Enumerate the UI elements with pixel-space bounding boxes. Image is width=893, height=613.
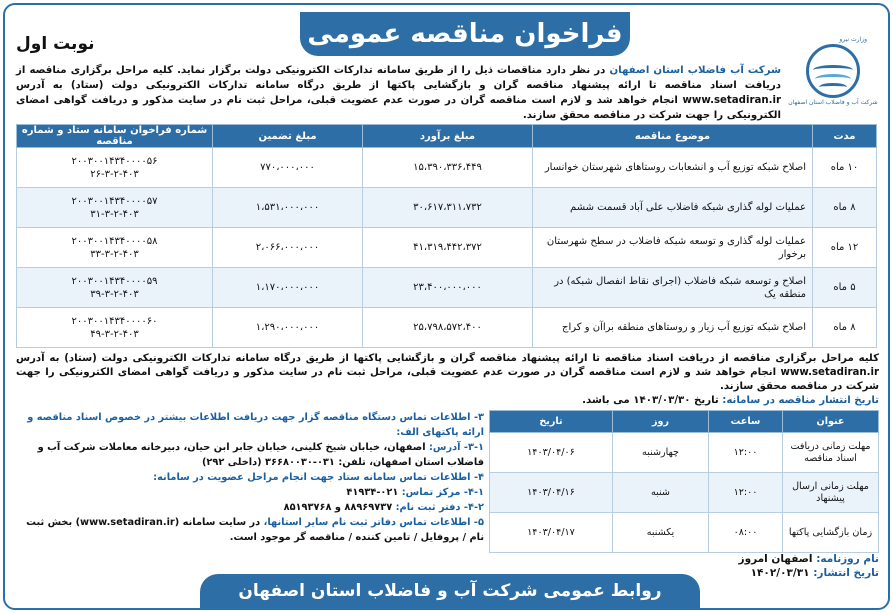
intro-text-1: در نظر دارد مناقصات ذیل را از طریق سامانه تدارکات الکترونیکی دولت برگزار نماید. کلیه مراحل برگزاری مناقصه از دریافت اسناد مناقصه تا ارائه پیشنهاد مناقصه گران و بازگشایی پاکتها از طریق درگاه سامانه تدارکات الکترونیکی دولت (ستاد) به آدرس bbox=[16, 65, 781, 91]
schedule-header-time: ساعت bbox=[709, 411, 783, 433]
schedule-time: ۱۲:۰۰ bbox=[709, 433, 783, 473]
registration-office-text: ۸۸۹۶۹۷۳۷ و ۸۵۱۹۳۷۶۸ bbox=[283, 502, 396, 513]
publish-date-tail: می باشد. bbox=[582, 395, 630, 406]
setad-number: ۲۰۰۳۰۰۱۴۳۴۰۰۰۰۵۸ bbox=[71, 235, 158, 247]
table-row bbox=[17, 268, 877, 308]
schedule-row bbox=[490, 433, 879, 473]
setad-number: ۲۰۰۳۰۰۱۴۳۴۰۰۰۰۶۰ bbox=[71, 315, 158, 327]
mid-url[interactable]: www.setadiran.ir bbox=[780, 367, 879, 378]
registration-office-label: ۴-۲- دفتر ثبت نام: bbox=[395, 502, 484, 513]
estimate-cell: ۳۰،۶۱۷،۳۱۱،۷۳۲ bbox=[363, 188, 533, 228]
schedule-day: چهارشنبه bbox=[613, 433, 709, 473]
duration-cell: ۸ ماه bbox=[813, 308, 877, 348]
number-cell bbox=[17, 268, 213, 308]
round-label: نوبت اول bbox=[16, 34, 95, 54]
tender-number: ۲۶-۳-۲-۴۰۳ bbox=[90, 168, 139, 180]
setad-number: ۲۰۰۳۰۰۱۴۳۴۰۰۰۰۵۶ bbox=[71, 155, 158, 167]
mid-text-1: کلیه مراحل برگزاری مناقصه از دریافت اسناد مناقصه تا ارائه پیشنهاد مناقصه گران و بازگشایی پاکتها از طریق درگاه سامانه تدارکات الکترونیکی دولت (ستاد) به آدرس bbox=[16, 353, 879, 364]
schedule-day: شنبه bbox=[613, 473, 709, 513]
estimate-cell: ۲۳،۴۰۰،۰۰۰،۰۰۰ bbox=[363, 268, 533, 308]
estimate-cell: ۱۵،۳۹۰،۳۳۶،۴۴۹ bbox=[363, 148, 533, 188]
schedule-day: یکشنبه bbox=[613, 513, 709, 553]
schedule-title: مهلت زمانی دریافت اسناد مناقصه bbox=[783, 433, 879, 473]
contacts-5 bbox=[16, 515, 484, 545]
header-number: شماره فراخوان سامانه ستاد و شماره مناقصه bbox=[17, 125, 213, 148]
header-estimate: مبلغ برآورد bbox=[363, 125, 533, 148]
subject-cell: اصلاح شبکه توزیع آب و انشعابات روستاهای شهرستان خوانسار bbox=[533, 148, 813, 188]
publish-value: ۱۴۰۲/۰۳/۳۱ bbox=[750, 567, 814, 579]
schedule-title: مهلت زمانی ارسال پیشنهاد bbox=[783, 473, 879, 513]
contacts-4-2 bbox=[16, 500, 484, 515]
subject-cell: عملیات لوله گذاری شبکه فاضلاب علی آباد قسمت ششم bbox=[533, 188, 813, 228]
header-guarantee: مبلغ تضمین bbox=[213, 125, 363, 148]
estimate-cell: ۲۵،۷۹۸،۵۷۲،۴۰۰ bbox=[363, 308, 533, 348]
estimate-cell: ۴۱،۳۱۹،۴۴۲،۳۷۲ bbox=[363, 228, 533, 268]
tender-number: ۳۱-۳-۲-۴۰۳ bbox=[90, 208, 139, 220]
guarantee-cell: ۲،۰۶۶،۰۰۰،۰۰۰ bbox=[213, 228, 363, 268]
guarantee-cell: ۱،۲۹۰،۰۰۰،۰۰۰ bbox=[213, 308, 363, 348]
guarantee-cell: ۷۷۰،۰۰۰،۰۰۰ bbox=[213, 148, 363, 188]
number-cell bbox=[17, 188, 213, 228]
table-row bbox=[17, 308, 877, 348]
tender-number: ۳۳-۳-۲-۴۰۳ bbox=[90, 248, 139, 260]
subject-cell: اصلاح و توسعه شبکه فاضلاب (اجرای نقاط انفصال شبکه) در منطقه یک bbox=[533, 268, 813, 308]
logo-top-text: وزارت نیرو bbox=[839, 36, 867, 43]
contacts-section bbox=[16, 410, 484, 545]
address-text: اصفهان، خیابان شیخ کلینی، خیابان جابر ابن حیان، دبیرخانه معاملات شرکت آب و فاضلاب استان اصفهان، تلفن: ۰۳۱-۳۶۶۸۰۰۳۰ (داخلی ۲۹۲) bbox=[37, 442, 484, 468]
schedule-header-day: روز bbox=[613, 411, 709, 433]
setad-number: ۲۰۰۳۰۰۱۴۳۴۰۰۰۰۵۷ bbox=[71, 195, 158, 207]
schedule-time: ۱۲:۰۰ bbox=[709, 473, 783, 513]
page-title: فراخوان مناقصه عمومی bbox=[300, 12, 630, 56]
newspaper-line bbox=[739, 552, 879, 566]
company-logo bbox=[787, 36, 879, 108]
contacts-3-heading: ۳- اطلاعات تماس دستگاه مناقصه گزار جهت دریافت اطلاعات بیشتر در خصوص اسناد مناقصه و ارائه پاکتهای الف: bbox=[27, 412, 484, 438]
tender-number: ۴۹-۳-۲-۴۰۳ bbox=[90, 328, 139, 340]
provinces-label: ۵- اطلاعات تماس دفاتر ثبت نام سایر استانها، bbox=[263, 517, 484, 528]
schedule-title: زمان بازگشایی پاکتها bbox=[783, 513, 879, 553]
duration-cell: ۵ ماه bbox=[813, 268, 877, 308]
header-subject: موضوع مناقصه bbox=[533, 125, 813, 148]
subject-cell: اصلاح شبکه توزیع آب زیار و روستاهای منطقه براآن و کراج bbox=[533, 308, 813, 348]
schedule-time: ۰۸:۰۰ bbox=[709, 513, 783, 553]
duration-cell: ۱۲ ماه bbox=[813, 228, 877, 268]
publish-date-line bbox=[16, 394, 879, 408]
schedule-date: ۱۴۰۳/۰۴/۱۶ bbox=[490, 473, 613, 513]
schedule-date: ۱۴۰۳/۰۴/۱۷ bbox=[490, 513, 613, 553]
company-name: شرکت آب فاضلاب استان اصفهان bbox=[609, 65, 781, 76]
publish-line bbox=[739, 566, 879, 580]
guarantee-cell: ۱،۱۷۰،۰۰۰،۰۰۰ bbox=[213, 268, 363, 308]
schedule-row bbox=[490, 473, 879, 513]
tender-number: ۳۹-۳-۲-۴۰۳ bbox=[90, 288, 139, 300]
header-duration: مدت bbox=[813, 125, 877, 148]
schedule-header-date: تاریخ bbox=[490, 411, 613, 433]
setad-number: ۲۰۰۳۰۰۱۴۳۴۰۰۰۰۵۹ bbox=[71, 275, 158, 287]
subject-cell: عملیات لوله گذاری و توسعه شبکه فاضلاب در سطح شهرستان برخوار bbox=[533, 228, 813, 268]
newspaper-value: اصفهان امروز bbox=[738, 553, 817, 565]
provinces-text: در سایت سامانه (www.setadiran.ir) بخش ثبت نام / پروفایل / تامین کننده / مناقصه گر موجود است. bbox=[26, 517, 484, 543]
table-header-row bbox=[17, 125, 877, 148]
intro-url[interactable]: www.setadiran.ir bbox=[682, 95, 781, 106]
procedure-paragraph bbox=[16, 352, 879, 408]
publish-date-label: تاریخ انتشار مناقصه در سامانه: bbox=[722, 395, 879, 406]
newspaper-label: نام روزنامه: bbox=[816, 553, 879, 565]
table-row bbox=[17, 188, 877, 228]
schedule-header-title: عنوان bbox=[783, 411, 879, 433]
schedule-row bbox=[490, 513, 879, 553]
logo-caption: شرکت آب و فاضلاب استان اصفهان bbox=[788, 99, 878, 106]
publish-date-value: تاریخ ۱۴۰۳/۰۳/۳۰ bbox=[629, 395, 723, 406]
call-center-text: ۰۲۱-۴۱۹۳۴ bbox=[346, 487, 402, 498]
table-row bbox=[17, 148, 877, 188]
address-label: ۳-۱- آدرس: bbox=[429, 442, 484, 453]
duration-cell: ۱۰ ماه bbox=[813, 148, 877, 188]
publish-label: تاریخ انتشار: bbox=[813, 567, 879, 579]
newspaper-info bbox=[739, 552, 879, 580]
number-cell bbox=[17, 308, 213, 348]
contacts-4-1 bbox=[16, 485, 484, 500]
guarantee-cell: ۱،۵۳۱،۰۰۰،۰۰۰ bbox=[213, 188, 363, 228]
water-drop-icon bbox=[806, 44, 860, 98]
schedule-table bbox=[489, 410, 879, 553]
intro-paragraph bbox=[16, 63, 781, 123]
mid-text-2: انجام خواهد شد و لازم است مناقصه گران در صورت عدم عضویت قبلی، مراحل ثبت نام در سایت مذکور و دریافت گواهی امضای الکترونیکی را جهت شرکت در مناقصه محقق سازند. bbox=[16, 367, 879, 392]
footer-banner: روابط عمومی شرکت آب و فاضلاب استان اصفهان bbox=[200, 574, 700, 608]
duration-cell: ۸ ماه bbox=[813, 188, 877, 228]
call-center-label: ۴-۱- مرکز تماس: bbox=[401, 487, 484, 498]
table-row bbox=[17, 228, 877, 268]
schedule-header-row bbox=[490, 411, 879, 433]
contacts-3-1 bbox=[16, 440, 484, 470]
number-cell bbox=[17, 148, 213, 188]
schedule-date: ۱۴۰۳/۰۴/۰۶ bbox=[490, 433, 613, 473]
contacts-4-heading: ۴- اطلاعات تماس سامانه ستاد جهت انجام مراحل عضویت در سامانه: bbox=[153, 472, 484, 483]
intro-text-2: انجام خواهد شد و لازم است مناقصه گران در صورت عدم عضویت قبلی، مراحل ثبت نام در سایت مذکور و دریافت گواهی امضای الکترونیکی را جهت شرکت در مناقصه محقق سازند. bbox=[16, 95, 781, 121]
number-cell bbox=[17, 228, 213, 268]
tender-table bbox=[16, 124, 877, 348]
